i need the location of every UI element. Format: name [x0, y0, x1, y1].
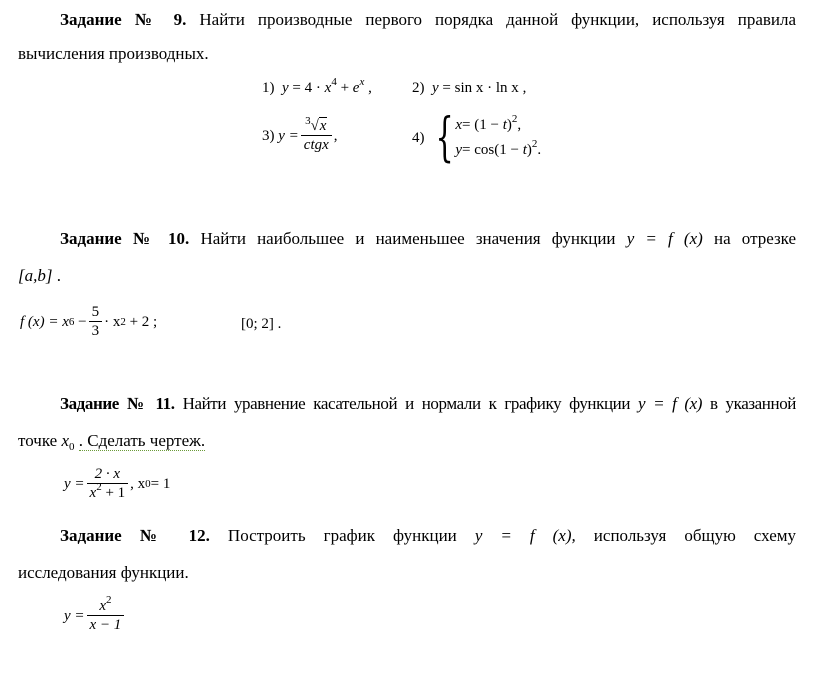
task11-formula: y = $\frac{2 \cdot x}{x^2 + 1}$ , x 0 = 1	[64, 466, 171, 502]
task11-line2: точке $x_0$ . Сделать чертеж.	[18, 431, 206, 453]
task12-func: y = f (x),	[474, 526, 576, 545]
task12-line2: исследования функции.	[18, 563, 189, 582]
task9-item3: 3) y = $\frac{^3√x}{\text{ctgx}}$ ,	[262, 115, 338, 154]
task10-segment: [0; 2] .	[241, 316, 282, 332]
task9-item1: 1) $y = 4 \cdot x^4 + e^x$ ,	[262, 76, 372, 96]
task10-func: y = f (x)	[626, 229, 703, 248]
task9-item4: 4) { $x= (1 - t)^2$, $y= \cos(1 - t)^2$.	[412, 108, 542, 168]
task9-item2: 2) y = sin x · ln x ,	[412, 80, 527, 96]
task9-text: Найти производные первого порядка данной функции, используя правила	[199, 10, 797, 29]
task11-title: Задание № 11.	[60, 394, 175, 413]
task12-formula: y = $\frac{x^2}{x - 1}$	[64, 598, 126, 634]
task9-line2: вычисления производных.	[18, 44, 209, 63]
task12-line1: Задание № 12. Построить график функции y = f (x), используя общую схему	[60, 526, 797, 545]
task11-func: y = f (x)	[638, 394, 702, 413]
task11-line1: Задание № 11. Найти уравнение касательной и нормали к графику функции y = f (x) в указанной	[60, 394, 796, 413]
task9-title: Задание № 9.	[60, 10, 187, 29]
task10-line2: [a,b] .	[18, 266, 61, 285]
task12-title: Задание № 12.	[60, 526, 210, 545]
task10-line1: Задание № 10. Найти наибольшее и наименьшее значения функции y = f (x) на отрезке	[60, 229, 797, 248]
brace-icon: {	[435, 108, 454, 168]
task10-title: Задание № 10.	[60, 229, 190, 248]
task9-line1	[18, 10, 796, 30]
task10-formula: f (x) = x 6 − $\frac{5}{3}$ · x 2 + 2 ;	[20, 304, 158, 340]
